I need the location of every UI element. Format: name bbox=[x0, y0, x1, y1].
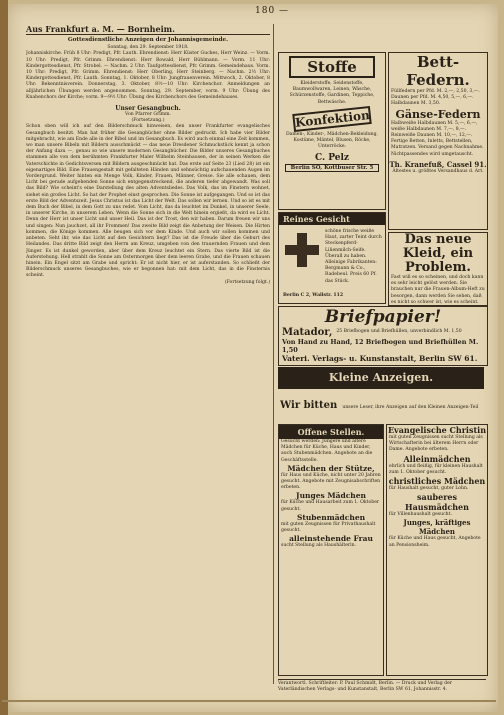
reines-gesicht-ad bbox=[278, 212, 386, 304]
reines-gesicht-title: Reines Gesicht bbox=[279, 213, 385, 225]
offene-stellen-text: Gesucht werden: Jüngere und ältere Mädchen für Küche, Haus und Kinder, auch Stubenmädchen. Angebote an die Geschäftsstelle. bbox=[281, 439, 373, 463]
briefpapier-title: Briefpapier! bbox=[324, 307, 442, 327]
sermon-text: Schon oben will ich auf den Bilderschmuck hinweisen, den unser Frankfurter evangelisches Gesangbuch besitzt. Man hat früher die Gesangbücher ohne Bilder gedruckt. Ich habe vier Bilder mitgebracht, wie am Ende alle in der Bibel und im Gesangbuch. Es wird auch einmal eine Zeit kommen, wo man unsere Bibeln mit Bildern ausschmückt — das neue Dresdener Schmuckstück kennt ja schon der Anfang dazu —, genau so wie unsere modernen Gesangbücher. Die Bilder unseres Gesangbuches stammen alle von dem berühmten Frankfurter Maler Wilhelm Steinhausen, der in seinen Werken die Vaterschichte in Gedichtsversen mit Bildern ausgeschmückt hat. Das erste auf Seite 23 (Lied 28) ist ein eigenartiges Bild. Eine Frauengestalt mit gefalteten Händen und sehnsüchtig aufschauenden Augen im Vordergrund. Weiter hinten ein Menge Volk, Kinder, Frauen, Männer, Greise. Sie alle schauen, dem Licht bei gerade aufgehenden Sonne sich entgegenstreckend, die anderen tiefer abgewandt. Was soll das Bild? Wie scheint's eine Darstellung des alten Adventsliedes. Das Volk, das im Finstern wohnet, siehet ein großes Licht. So hat der Prophet einst gesprochen. Die Sonne ist aufgegangen. Und so ist das erste Bild der Adventszeit. Jesus Christus ist das Licht der Welt. Das sollen wir lernen. Und so ist es mit dem Buch der Bibel, in dem Gott zu uns redet. Vom Licht, das da leuchtet im Dunkel, in unserer Seele, in unserer Kirche, in unserem Leben. Wenn die Sonne sich in die Welt hinein ergießt, da wird es Licht. Denn der Herr ist unser Licht und unser Heil. Das ist der Trost, den wir haben. Darum freuen wir uns und singen: Nun jauchzet, all ihr Frommen! Das zweite Bild zeigt die Anbetung der Weisen. Die Hirten kommen, die Könige kommen. Alle beugen sich vor dem Kinde. Und auch wir sollen kommen und anbeten. Seht ihr, wie das Licht auf den Gesichtern liegt? Das ist die Freude über die Geburt des Heilandes. Das dritte Bild zeigt den Herrn am Kreuz, umgeben von den trauernden Frauen und dem Jünger. Es ist dunkel geworden, aber über dem Kreuz leuchtet ein Stern. Das vierte Bild ist die Auferstehung. Hell strahlt die Sonne am Ostermorgen über dem leeren Grabe, und die Frauen schauen hinein. Ein Engel sitzt am Grabe und spricht: Er ist nicht hier, er ist auferstanden. So schließt der Bilderschmuck unseres Gesangbuches, wie er begonnen hat: mit dem Licht, das in die Finsternis scheint. bbox=[26, 124, 270, 279]
column-divider bbox=[273, 24, 274, 684]
stoffe-address: Berlin SO, Kottbuser Str. 5 bbox=[285, 164, 379, 172]
junges-maedchen-heading: Junges Mädchen bbox=[296, 491, 366, 501]
briefpapier-ad bbox=[278, 306, 488, 366]
junges-kraeftiges-heading: Junges, kräftiges Mädchen bbox=[403, 518, 471, 537]
page-bottom-edge bbox=[2, 700, 496, 702]
sermon-author: Von Pfarrer Grimm. bbox=[125, 112, 171, 118]
gaensefedern-title: Gänse-Federn bbox=[395, 107, 481, 121]
page-number: 180 — bbox=[255, 6, 290, 16]
wir-bitten-text: unsere Leser, ihre Anzeigen auf den Kleinen Anzeigen-Teil bbox=[342, 405, 479, 410]
alleinstehende-frau-heading: alleinstehende Frau bbox=[289, 534, 373, 544]
stellen-right-block: Evangelische Christin mit guten Zeugnissen sucht Stellung als Wirtschafterin bei älterem Herrn oder Dame. Angebote erbeten. Alleinmädchen ehrlich und fleißig, für kleinen Haushalt zum 1. Oktober gesucht. christliches Mädchen für Haushalt gesucht, guter Lohn. sauberes Hausmädchen für Villenhaushalt gesucht. Junges, kräftiges Mädchen für Küche und Haus gesucht, Angebote an Pensionsheim. bbox=[386, 424, 488, 676]
junges-kraeftiges-text: für Küche und Haus gesucht, Angebote an Pensionsheim. bbox=[389, 536, 481, 548]
sermon-end: (Fortsetzung folgt.) bbox=[224, 279, 270, 285]
neues-kleid-ad bbox=[388, 232, 488, 306]
bettfedern-ad bbox=[388, 52, 488, 230]
evangelische-christin-text: mit guten Zeugnissen sucht Stellung als Wirtschafterin bei älterem Herrn oder Dame. Angebote erbeten. bbox=[389, 435, 483, 453]
neues-kleid-text: Fast will es so scheinen, und doch kann es sehr leicht gelöst werden. Sie brauchen nur die Frauen-Album-Heft zu besorgen, dann werden Sie sehen, daß es nicht so schwer ist, wie es scheint. bbox=[391, 275, 485, 305]
section-header: Aus Frankfurt a. M. — Bornheim. bbox=[26, 24, 270, 35]
stoffe-firm: C. Pelz bbox=[314, 153, 350, 164]
reines-gesicht-address: Berlin C 2, Wallstr. 112 bbox=[283, 293, 344, 298]
sermon-continuation: (Fortsetzung.) bbox=[131, 118, 165, 124]
hausmaedchen-heading: sauberes Hausmädchen bbox=[405, 492, 469, 513]
wir-bitten-notice bbox=[280, 393, 484, 421]
christliches-maedchen-heading: christliches Mädchen bbox=[388, 476, 486, 487]
stoffe-title: Stoffe bbox=[289, 56, 375, 78]
bettfedern-firm: Th. Kranefuß, Cassel 91. bbox=[389, 159, 487, 169]
bettfedern-title: Bett-Federn. bbox=[406, 53, 470, 89]
imprint-footer: Verantwortl. Schriftleiter: P. Paul Schmidt, Berlin. — Druck und Verlag der Vaterländischen Verlags- und Kunstanstalt, Berlin SW 61, Johannisstr. 4. bbox=[278, 679, 486, 692]
stoffe-ad bbox=[278, 52, 386, 210]
services-title: Gottesdienstliche Anzeigen der Johannisgemeinde. bbox=[67, 37, 229, 43]
services-text: Johanniskirche. Früh 8 Uhr: Predigt, Pfr. Lauth. Ehrendienst: Herr Küster Guckes, Herr Weinz. — Vorm. 10 Uhr: Predigt, Pfr. Grimm. Ehrendienst: Herr Rowald, Herr Bühlmann. — Vorm. 11 Uhr: Kindergottesdienst, Pfr. Strobel. — Nachm. 2 Uhr: Taufgottesdienst, Pfr. Grimm. Gemeindehaus. Vorm. 10 Uhr: Predigt, Pfr. Grimm. Ehrendienst: Herr Oberling, Herr Steinberg. — Nachm. 2½ Uhr: Kindergottesdienst, Pfr. Lauth. Sonntag, 1. Oktober, 8 Uhr: Jungfrauenverein. Mittwoch, 2. Oktober, 8 Uhr: Bekenntnisverein. Donnerstag, 3. Oktober, 8½—10 Uhr: Kirchenchor. Anmeldungen an alljährlichen Übungen werden angenommen. Sonntag, 29. September, vorm. 9 Uhr: Übung des Knabenchors der Kirche; vorm. 9—9½ Uhr: Übung des Kirchenchors des Gemeindehauses. bbox=[26, 51, 270, 100]
neues-kleid-title: Das neue Kleid, ein Problem. bbox=[402, 232, 474, 275]
maedchen-stuetze-heading: Mädchen der Stütze, bbox=[287, 463, 375, 473]
evangelische-christin-heading: Evangelische Christin bbox=[387, 425, 487, 435]
cross-icon bbox=[283, 231, 321, 269]
konfektion-title: Konfektion bbox=[292, 106, 371, 132]
briefpapier-line2: Von Hand zu Hand, 12 Briefbogen und Briefhüllen M. 1,50 bbox=[282, 338, 479, 354]
matador-label: Matador, bbox=[282, 327, 333, 338]
offene-stellen-block: Offene Stellen. Gesucht werden: Jüngere und ältere Mädchen für Küche, Haus und Kinder, auch Stubenmädchen. Angebote an die Geschäftsstelle. Mädchen der Stütze, für Haus und Küche, nicht unter 20 Jahren gesucht. Angebote mit Zeugnisabschriften erbeten. Junges Mädchen für Küche und Hausarbeit zum 1. Oktober gesucht. Stubenmädchen mit guten Zeugnissen für Privathaushalt gesucht. alleinstehende Frau sucht Stellung als Haushälterin. bbox=[278, 424, 384, 676]
briefpapier-line3: Vateri. Verlags- u. Kunstanstalt, Berlin SW 61. bbox=[282, 354, 478, 363]
reines-gesicht-text: schöne frische weiße Haut, zarter Teint durch Steckenpferd-Lilienmilch-Seife. Überall zu haben. Alleinige Fabrikanten: Bergmann & Co., Radebeul. Preis 60 Pf. das Stück. bbox=[325, 229, 382, 284]
offene-stellen-title: Offene Stellen. bbox=[279, 425, 383, 439]
gaensefedern-text: Halbweiße Halbdaunen M. 5,—, 6,—, weiße Halbdaunen M. 7,—, 8,—. Reinweiße Daunen M. 10,—, 12,—. Fertige Betten, Inletts, Bettstellen, Matratzen. Versand gegen Nachnahme. Nichtpassendes wird umgetauscht. bbox=[391, 120, 484, 157]
alleinmaedchen-text: ehrlich und fleißig, für kleinen Haushalt zum 1. Oktober gesucht. bbox=[389, 463, 483, 475]
bettfedern-text: Füllfedern per Pfd. M. 2,—, 2,50, 3,—. Daunen per Pfd. M. 4,50, 5,—, 6,—. Halbdaunen M. 3,50. bbox=[391, 89, 480, 107]
book-spine bbox=[0, 0, 8, 715]
kleine-anzeigen-banner: Kleine Anzeigen. bbox=[278, 367, 484, 389]
konfektion-text: Damen-, Kinder-, Mädchen-Bekleidung, Kostüme, Mäntel, Blusen, Röcke, Unterröcke. bbox=[285, 131, 379, 150]
alleinmaedchen-heading: Alleinmädchen bbox=[403, 453, 471, 464]
wir-bitten-title: Wir bitten bbox=[280, 400, 338, 411]
sermon-title: Unser Gesangbuch. bbox=[115, 105, 181, 113]
stubenmaedchen-heading: Stubenmädchen bbox=[296, 512, 366, 522]
stoffe-text: Kleiderstoffe, Seidenstoffe, Baumwollwaren, Leinen, Wäsche, Schürzenstoffe, Gardinen, Teppiche, Bettwäsche. bbox=[289, 81, 375, 105]
left-column bbox=[26, 24, 270, 684]
briefpapier-line1: 25 Briefbogen und Briefhüllen, unverbindlich M. 1,50 bbox=[336, 329, 462, 335]
bettfedern-firm-sub: Ältestes u. größtes Versandhaus d. Art. bbox=[392, 168, 484, 174]
services-date: Sonntag, den 29. September 1918. bbox=[107, 45, 189, 51]
